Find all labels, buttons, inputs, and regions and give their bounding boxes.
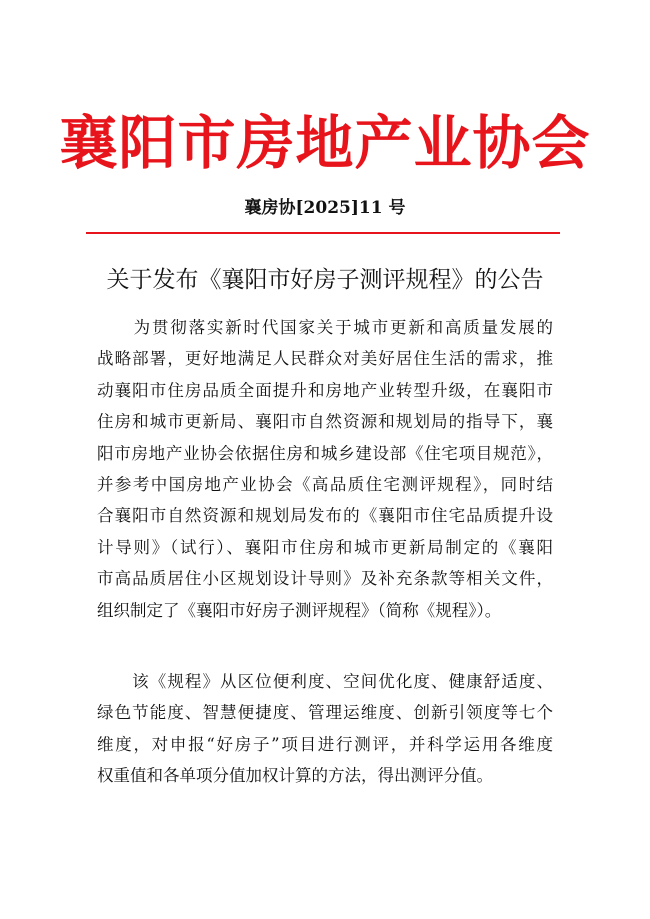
paragraph-line: 住房和城市更新局、襄阳市自然资源和规划局的指导下，襄 <box>97 412 553 432</box>
organization-title: 襄阳市房地产业协会 <box>59 109 591 177</box>
red-divider-line <box>86 232 560 234</box>
paragraph-line: 该《规程》从区位便利度、空间优化度、健康舒适度、 <box>97 672 553 691</box>
paragraph-line: 维度，对申报“好房子”项目进行测评，并科学运用各维度 <box>97 734 553 754</box>
paragraph-2 <box>97 666 553 792</box>
paragraph-1 <box>97 312 553 626</box>
paragraph-line: 绿色节能度、智慧便捷度、管理运维度、创新引领度等七个 <box>97 703 553 723</box>
paragraph-line: 并参考中国房地产业协会《高品质住宅测评规程》，同时结 <box>97 475 553 495</box>
paragraph-line: 计导则》（试行）、襄阳市住房和城市更新局制定的《襄阳 <box>97 537 553 557</box>
paragraph-line: 市高品质居住小区规划设计导则》及补充条款等相关文件， <box>97 569 553 589</box>
paragraph-line: 组织制定了《襄阳市好房子测评规程》（简称《规程》）。 <box>97 600 502 620</box>
notice-title: 关于发布《襄阳市好房子测评规程》的公告 <box>106 267 544 293</box>
paragraph-line: 为贯彻落实新时代国家关于城市更新和高质量发展的 <box>97 318 553 337</box>
paragraph-line: 权重值和各单项分值加权计算的方法，得出测评分值。 <box>97 766 493 786</box>
document-number: 襄房协[2025]11 号 <box>244 198 406 218</box>
paragraph-line: 战略部署，更好地满足人民群众对美好居住生活的需求，推 <box>97 349 553 369</box>
paragraph-line: 合襄阳市自然资源和规划局发布的《襄阳市住宅品质提升设 <box>97 506 553 526</box>
paragraph-line: 动襄阳市住房品质全面提升和房地产业转型升级，在襄阳市 <box>97 380 553 400</box>
paragraph-line: 阳市房地产业协会依据住房和城乡建设部《住宅项目规范》， <box>97 443 553 463</box>
